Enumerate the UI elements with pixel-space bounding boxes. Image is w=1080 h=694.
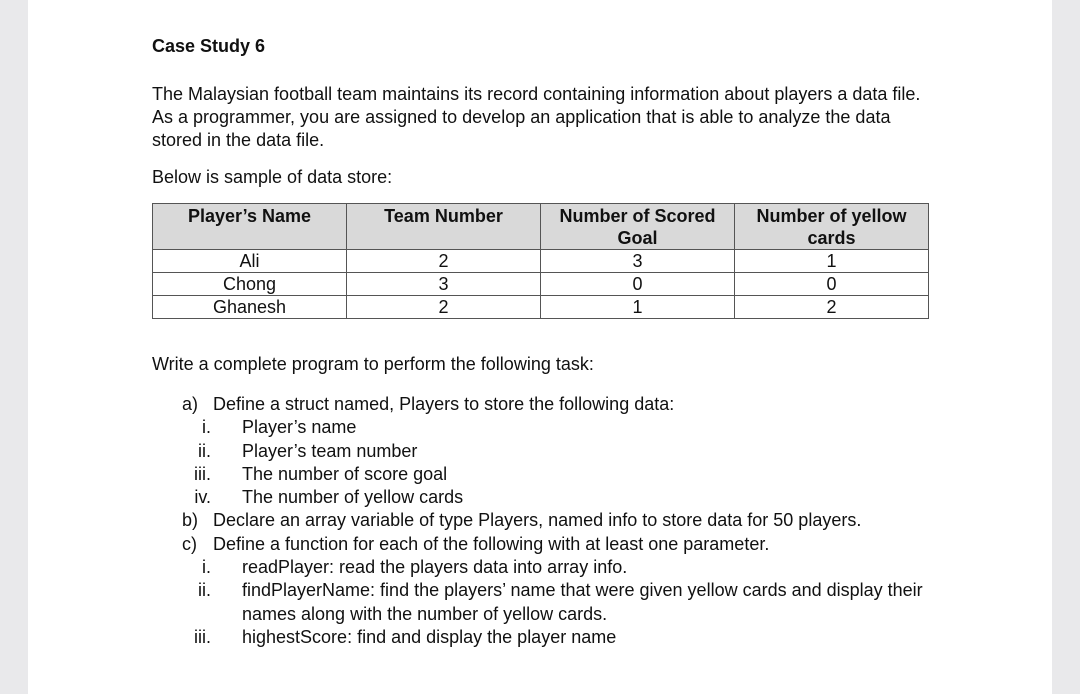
subtask-item bbox=[182, 486, 942, 509]
task-item-b bbox=[182, 509, 942, 532]
header-yellow-cards: Number of yellow cards bbox=[735, 204, 929, 250]
task-item-a bbox=[182, 393, 942, 416]
table-row bbox=[153, 273, 929, 296]
subtask-text: The number of yellow cards bbox=[242, 487, 464, 508]
case-study-title: Case Study 6 bbox=[152, 36, 266, 56]
player-data-table bbox=[152, 203, 929, 319]
intro-paragraph: The Malaysian football team maintains its record containing information about players a data file. As a programmer, you are assigned to develop an application that is able to analyze the data stored in the data file. bbox=[152, 84, 921, 150]
subtask-item bbox=[182, 463, 942, 486]
subtask-marker: iii. bbox=[194, 626, 211, 647]
table-row bbox=[153, 250, 929, 273]
subtask-marker: i. bbox=[202, 557, 211, 578]
cell-yellow-cards: 1 bbox=[735, 250, 929, 273]
subtask-item bbox=[182, 626, 942, 649]
cell-team-number: 2 bbox=[347, 296, 541, 319]
header-player-name: Player’s Name bbox=[153, 204, 347, 250]
subtask-item bbox=[182, 416, 942, 439]
task-list bbox=[182, 393, 942, 649]
cell-scored-goal: 1 bbox=[541, 296, 735, 319]
header-team-number: Team Number bbox=[347, 204, 541, 250]
sample-label: Below is sample of data store: bbox=[152, 167, 393, 187]
cell-yellow-cards: 0 bbox=[735, 273, 929, 296]
subtask-text: Player’s team number bbox=[242, 440, 418, 461]
subtask-marker: ii. bbox=[198, 580, 211, 601]
task-text: Define a function for each of the following with at least one parameter. bbox=[213, 533, 770, 554]
task-marker: b) bbox=[182, 510, 199, 531]
header-scored-goal: Number of Scored Goal bbox=[541, 204, 735, 250]
cell-team-number: 3 bbox=[347, 273, 541, 296]
subtask-marker: iv. bbox=[194, 487, 211, 508]
subtask-text: readPlayer: read the players data into array info. bbox=[242, 557, 628, 578]
cell-player-name: Ali bbox=[153, 250, 347, 273]
task-intro: Write a complete program to perform the following task: bbox=[152, 354, 594, 374]
subtask-text: The number of score goal bbox=[242, 463, 448, 484]
subtask-text: highestScore: find and display the player name bbox=[242, 626, 617, 647]
table-row bbox=[153, 296, 929, 319]
document-page bbox=[28, 0, 1052, 694]
subtask-item bbox=[182, 440, 942, 463]
cell-player-name: Chong bbox=[153, 273, 347, 296]
subtask-item bbox=[182, 579, 942, 626]
table-header-row bbox=[153, 204, 929, 250]
cell-team-number: 2 bbox=[347, 250, 541, 273]
subtask-text: findPlayerName: find the players’ name that were given yellow cards and display their names along with the number of yellow cards. bbox=[242, 580, 923, 624]
task-marker: a) bbox=[182, 394, 199, 414]
task-item-c bbox=[182, 533, 942, 556]
task-text: Define a struct named, Players to store the following data: bbox=[213, 394, 675, 414]
cell-scored-goal: 0 bbox=[541, 273, 735, 296]
subtask-marker: iii. bbox=[194, 463, 211, 484]
subtask-marker: ii. bbox=[198, 440, 211, 461]
subtask-item bbox=[182, 556, 942, 579]
subtask-text: Player’s name bbox=[242, 417, 357, 438]
task-text: Declare an array variable of type Players, named info to store data for 50 players. bbox=[213, 510, 862, 531]
cell-player-name: Ghanesh bbox=[153, 296, 347, 319]
subtask-marker: i. bbox=[202, 417, 211, 438]
task-marker: c) bbox=[182, 533, 197, 554]
cell-scored-goal: 3 bbox=[541, 250, 735, 273]
cell-yellow-cards: 2 bbox=[735, 296, 929, 319]
